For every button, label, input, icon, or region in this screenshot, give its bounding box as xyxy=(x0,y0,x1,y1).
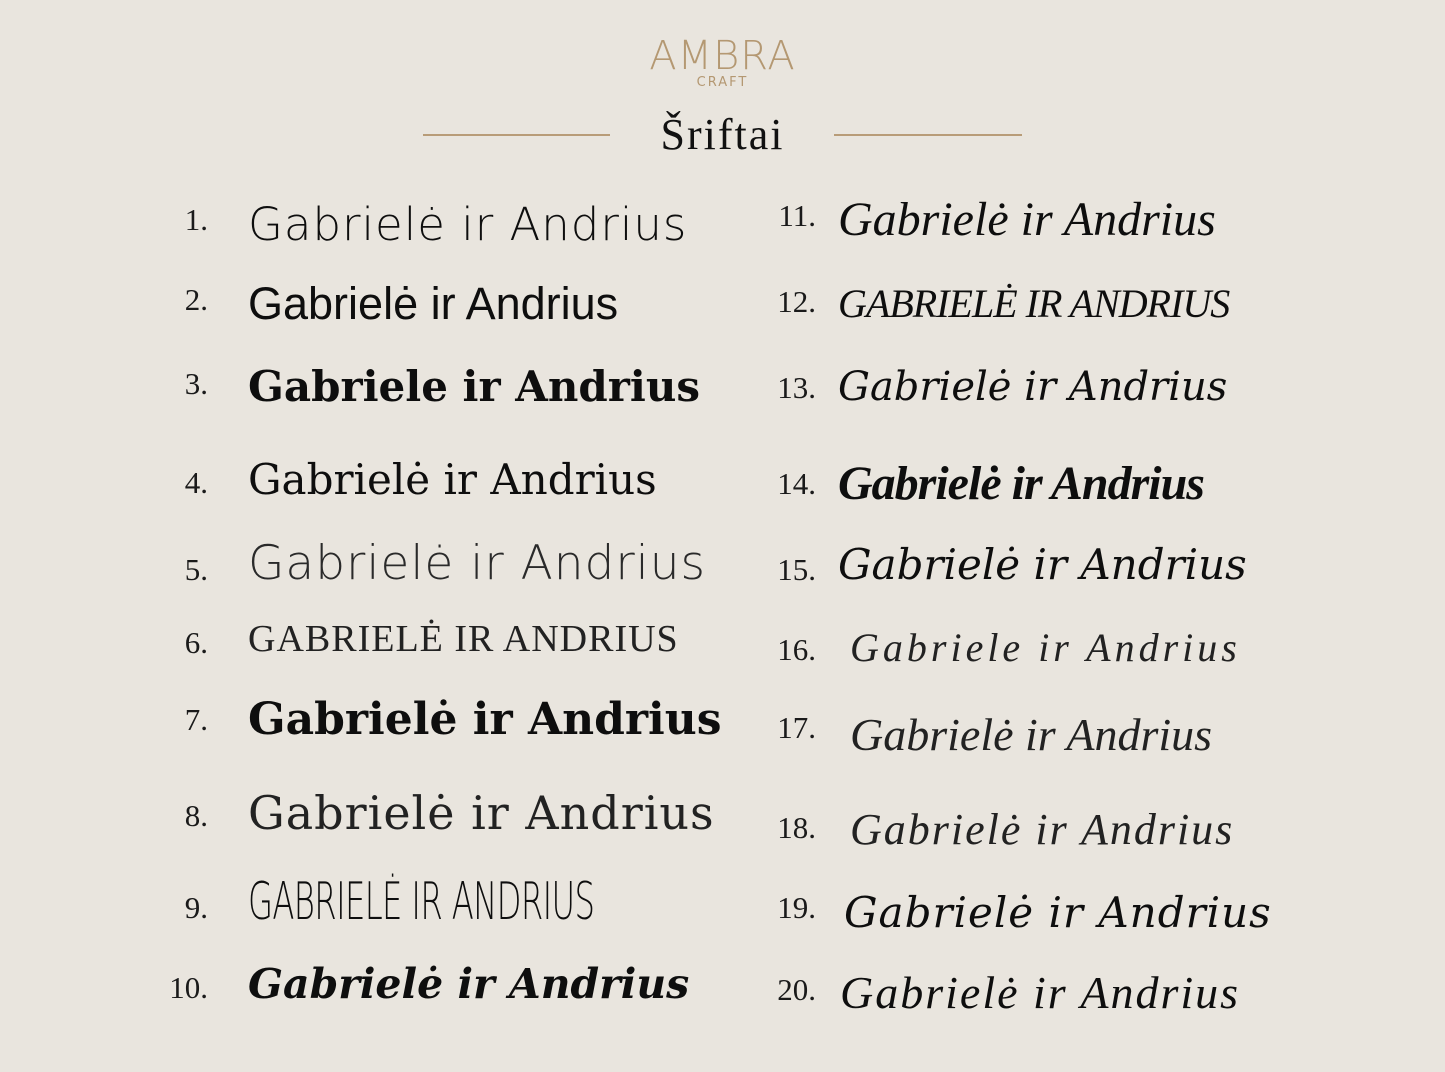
font-sample: Gabrielė ir Andrius xyxy=(248,786,715,840)
divider-right xyxy=(834,134,1022,136)
font-number: 6. xyxy=(184,625,208,660)
font-number: 12. xyxy=(777,284,816,319)
brand-logo xyxy=(0,34,1445,90)
font-sample: Gabrielė ir Andrius xyxy=(248,455,657,504)
font-number: 9. xyxy=(184,890,208,925)
font-sample: Gabrielė ir Andrius xyxy=(248,278,619,329)
font-sample: Gabrielė ir Andrius xyxy=(838,193,1216,246)
font-number: 1. xyxy=(184,202,208,237)
font-sample: GABRIELĖ IR ANDRIUS xyxy=(248,618,679,660)
font-number: 8. xyxy=(184,798,208,833)
page-title: Šriftai xyxy=(660,110,785,159)
font-number: 17. xyxy=(777,710,816,745)
font-sample: GABRIELĖ IR ANDRIUS xyxy=(838,281,1230,326)
font-number: 19. xyxy=(777,890,816,925)
font-number: 10. xyxy=(169,970,208,1005)
font-number: 5. xyxy=(184,552,208,587)
font-sample: Gabrielė ir Andrius xyxy=(248,694,722,745)
font-number: 11. xyxy=(778,198,816,233)
font-sample: Gabrielė ir Andrius xyxy=(248,960,690,1008)
font-sample: Gabrielė ir Andrius xyxy=(248,198,688,251)
font-number: 18. xyxy=(777,810,816,845)
font-number: 15. xyxy=(777,552,816,587)
brand-sub: CRAFT xyxy=(696,75,749,90)
font-sample: Gabrielė ir Andrius xyxy=(248,536,707,591)
brand-name: AMBRA xyxy=(649,33,796,79)
page-header xyxy=(0,105,1445,165)
font-sample: Gabriele ir Andrius xyxy=(850,625,1241,670)
font-number: 20. xyxy=(777,972,816,1007)
font-sample: Gabrielė ir Andrius xyxy=(850,805,1235,854)
font-sample: Gabrielė ir Andrius xyxy=(838,364,1228,410)
font-number: 7. xyxy=(184,702,208,737)
font-number: 4. xyxy=(184,465,208,500)
font-sample: Gabrielė ir Andrius xyxy=(850,709,1213,760)
font-number: 2. xyxy=(184,282,208,317)
font-number: 16. xyxy=(777,632,816,667)
font-sample: Gabrielė ir Andrius xyxy=(838,457,1204,510)
font-number: 3. xyxy=(184,366,208,401)
font-number: 13. xyxy=(777,370,816,405)
font-sample: Gabrielė ir Andrius xyxy=(838,540,1247,589)
font-sample: Gabrielė ir Andrius xyxy=(840,967,1241,1018)
font-sample: Gabrielė ir Andrius xyxy=(844,888,1272,937)
font-sample: Gabriele ir Andrius xyxy=(248,362,701,411)
font-number: 14. xyxy=(777,466,816,501)
font-sample: GABRIELĖ IR ANDRIUS xyxy=(248,872,595,932)
